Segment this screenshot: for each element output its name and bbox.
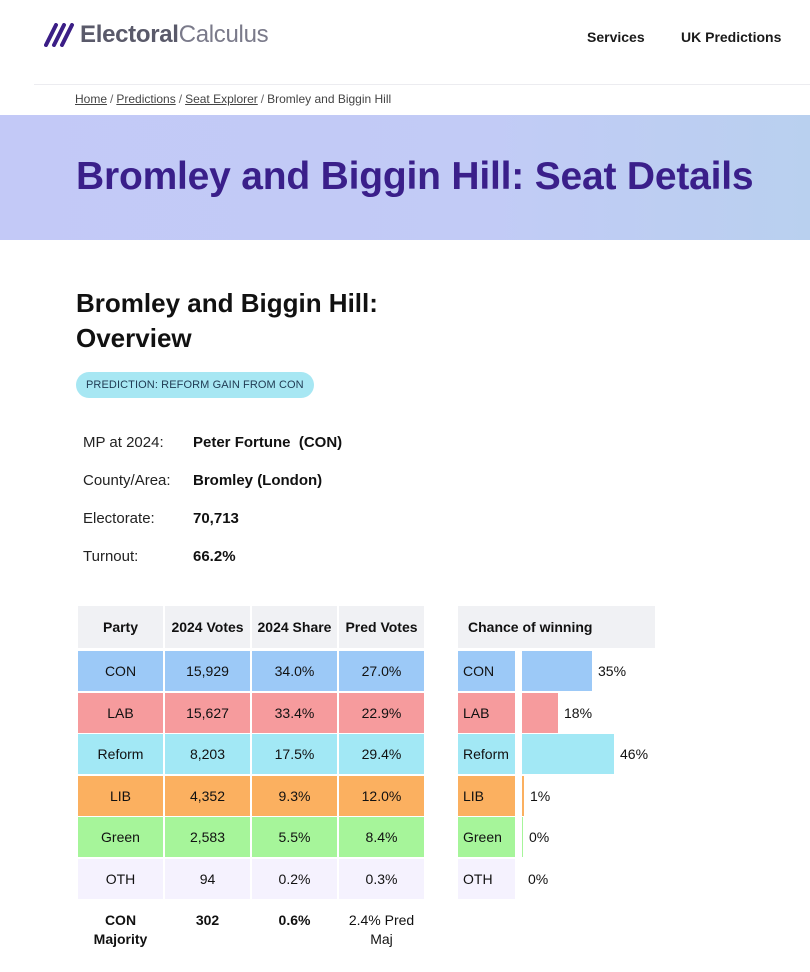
- cell-share: 34.0%: [252, 651, 337, 691]
- majority-party: CON Majority: [93, 912, 148, 947]
- cell-party: LAB: [78, 693, 163, 733]
- cell-pred-votes: 22.9%: [339, 693, 424, 733]
- cell-party: Green: [78, 817, 163, 857]
- overview-heading: Bromley and Biggin Hill: Overview: [76, 288, 378, 353]
- cell-party: OTH: [78, 859, 163, 899]
- breadcrumb-current: Bromley and Biggin Hill: [267, 92, 392, 106]
- col-header-2024-share: 2024 Share: [252, 606, 337, 648]
- breadcrumb-seat-explorer[interactable]: Seat Explorer: [185, 92, 258, 106]
- fact-value: Peter Fortune (CON): [193, 434, 343, 451]
- chance-party: LAB: [458, 693, 515, 733]
- chance-percent: 18%: [564, 705, 593, 721]
- chance-bar: [522, 693, 558, 733]
- cell-party: CON: [78, 651, 163, 691]
- chance-bar: [522, 817, 523, 857]
- prediction-badge: PREDICTION: REFORM GAIN FROM CON: [76, 372, 314, 398]
- fact-label: MP at 2024:: [83, 434, 164, 451]
- cell-share: 9.3%: [252, 776, 337, 816]
- breadcrumb: [75, 92, 391, 106]
- breadcrumb-separator: /: [178, 92, 183, 106]
- brand-name: ElectoralCalculus: [80, 21, 269, 48]
- cell-pred-votes: 12.0%: [339, 776, 424, 816]
- cell-pred-votes: 29.4%: [339, 734, 424, 774]
- logo-slashes-icon: [44, 23, 78, 47]
- col-header-chance: Chance of winning: [458, 606, 655, 648]
- chance-bar: [522, 651, 592, 691]
- col-header-2024-votes: 2024 Votes: [165, 606, 250, 648]
- cell-votes: 94: [165, 859, 250, 899]
- chance-percent: 1%: [530, 788, 551, 804]
- chance-party: Green: [458, 817, 515, 857]
- cell-share: 33.4%: [252, 693, 337, 733]
- cell-pred-votes: 0.3%: [339, 859, 424, 899]
- breadcrumb-predictions[interactable]: Predictions: [116, 92, 176, 106]
- cell-party: LIB: [78, 776, 163, 816]
- site-header: [0, 0, 810, 72]
- chance-party: Reform: [458, 734, 515, 774]
- chance-bar: [522, 776, 524, 816]
- breadcrumb-separator: /: [110, 92, 114, 106]
- chance-party: LIB: [458, 776, 515, 816]
- fact-label: Turnout:: [83, 548, 139, 565]
- chance-percent: 35%: [598, 663, 627, 679]
- cell-votes: 8,203: [165, 734, 250, 774]
- cell-pred-votes: 8.4%: [339, 817, 424, 857]
- col-header-party: Party: [78, 606, 163, 648]
- cell-votes: 4,352: [165, 776, 250, 816]
- page-title: Bromley and Biggin Hill: Seat Details: [76, 155, 754, 198]
- predicted-majority: 2.4% Pred Maj: [348, 912, 415, 947]
- hero-banner: [0, 115, 810, 240]
- col-header-pred-votes: Pred Votes: [339, 606, 424, 648]
- chance-percent: 46%: [620, 746, 649, 762]
- cell-share: 17.5%: [252, 734, 337, 774]
- header-divider: [34, 84, 810, 85]
- chance-party: CON: [458, 651, 515, 691]
- majority-share: 0.6%: [278, 912, 311, 928]
- breadcrumb-separator: /: [260, 92, 265, 106]
- cell-party: Reform: [78, 734, 163, 774]
- cell-share: 5.5%: [252, 817, 337, 857]
- fact-value: Bromley (London): [193, 472, 323, 489]
- cell-votes: 15,929: [165, 651, 250, 691]
- cell-share: 0.2%: [252, 859, 337, 899]
- majority-votes: 302: [195, 912, 220, 928]
- cell-votes: 15,627: [165, 693, 250, 733]
- cell-pred-votes: 27.0%: [339, 651, 424, 691]
- nav-services[interactable]: Services: [587, 29, 645, 45]
- cell-votes: 2,583: [165, 817, 250, 857]
- chance-percent: 0%: [528, 871, 549, 887]
- nav-uk-predictions[interactable]: UK Predictions: [681, 29, 782, 45]
- chance-percent: 0%: [529, 829, 550, 845]
- fact-label: County/Area:: [83, 472, 171, 489]
- chance-bar: [522, 734, 614, 774]
- chance-party: OTH: [458, 859, 515, 899]
- fact-value: 70,713: [193, 510, 239, 527]
- fact-label: Electorate:: [83, 510, 155, 527]
- site-logo[interactable]: [44, 20, 268, 50]
- fact-value: 66.2%: [193, 548, 236, 565]
- breadcrumb-home[interactable]: Home: [75, 92, 108, 106]
